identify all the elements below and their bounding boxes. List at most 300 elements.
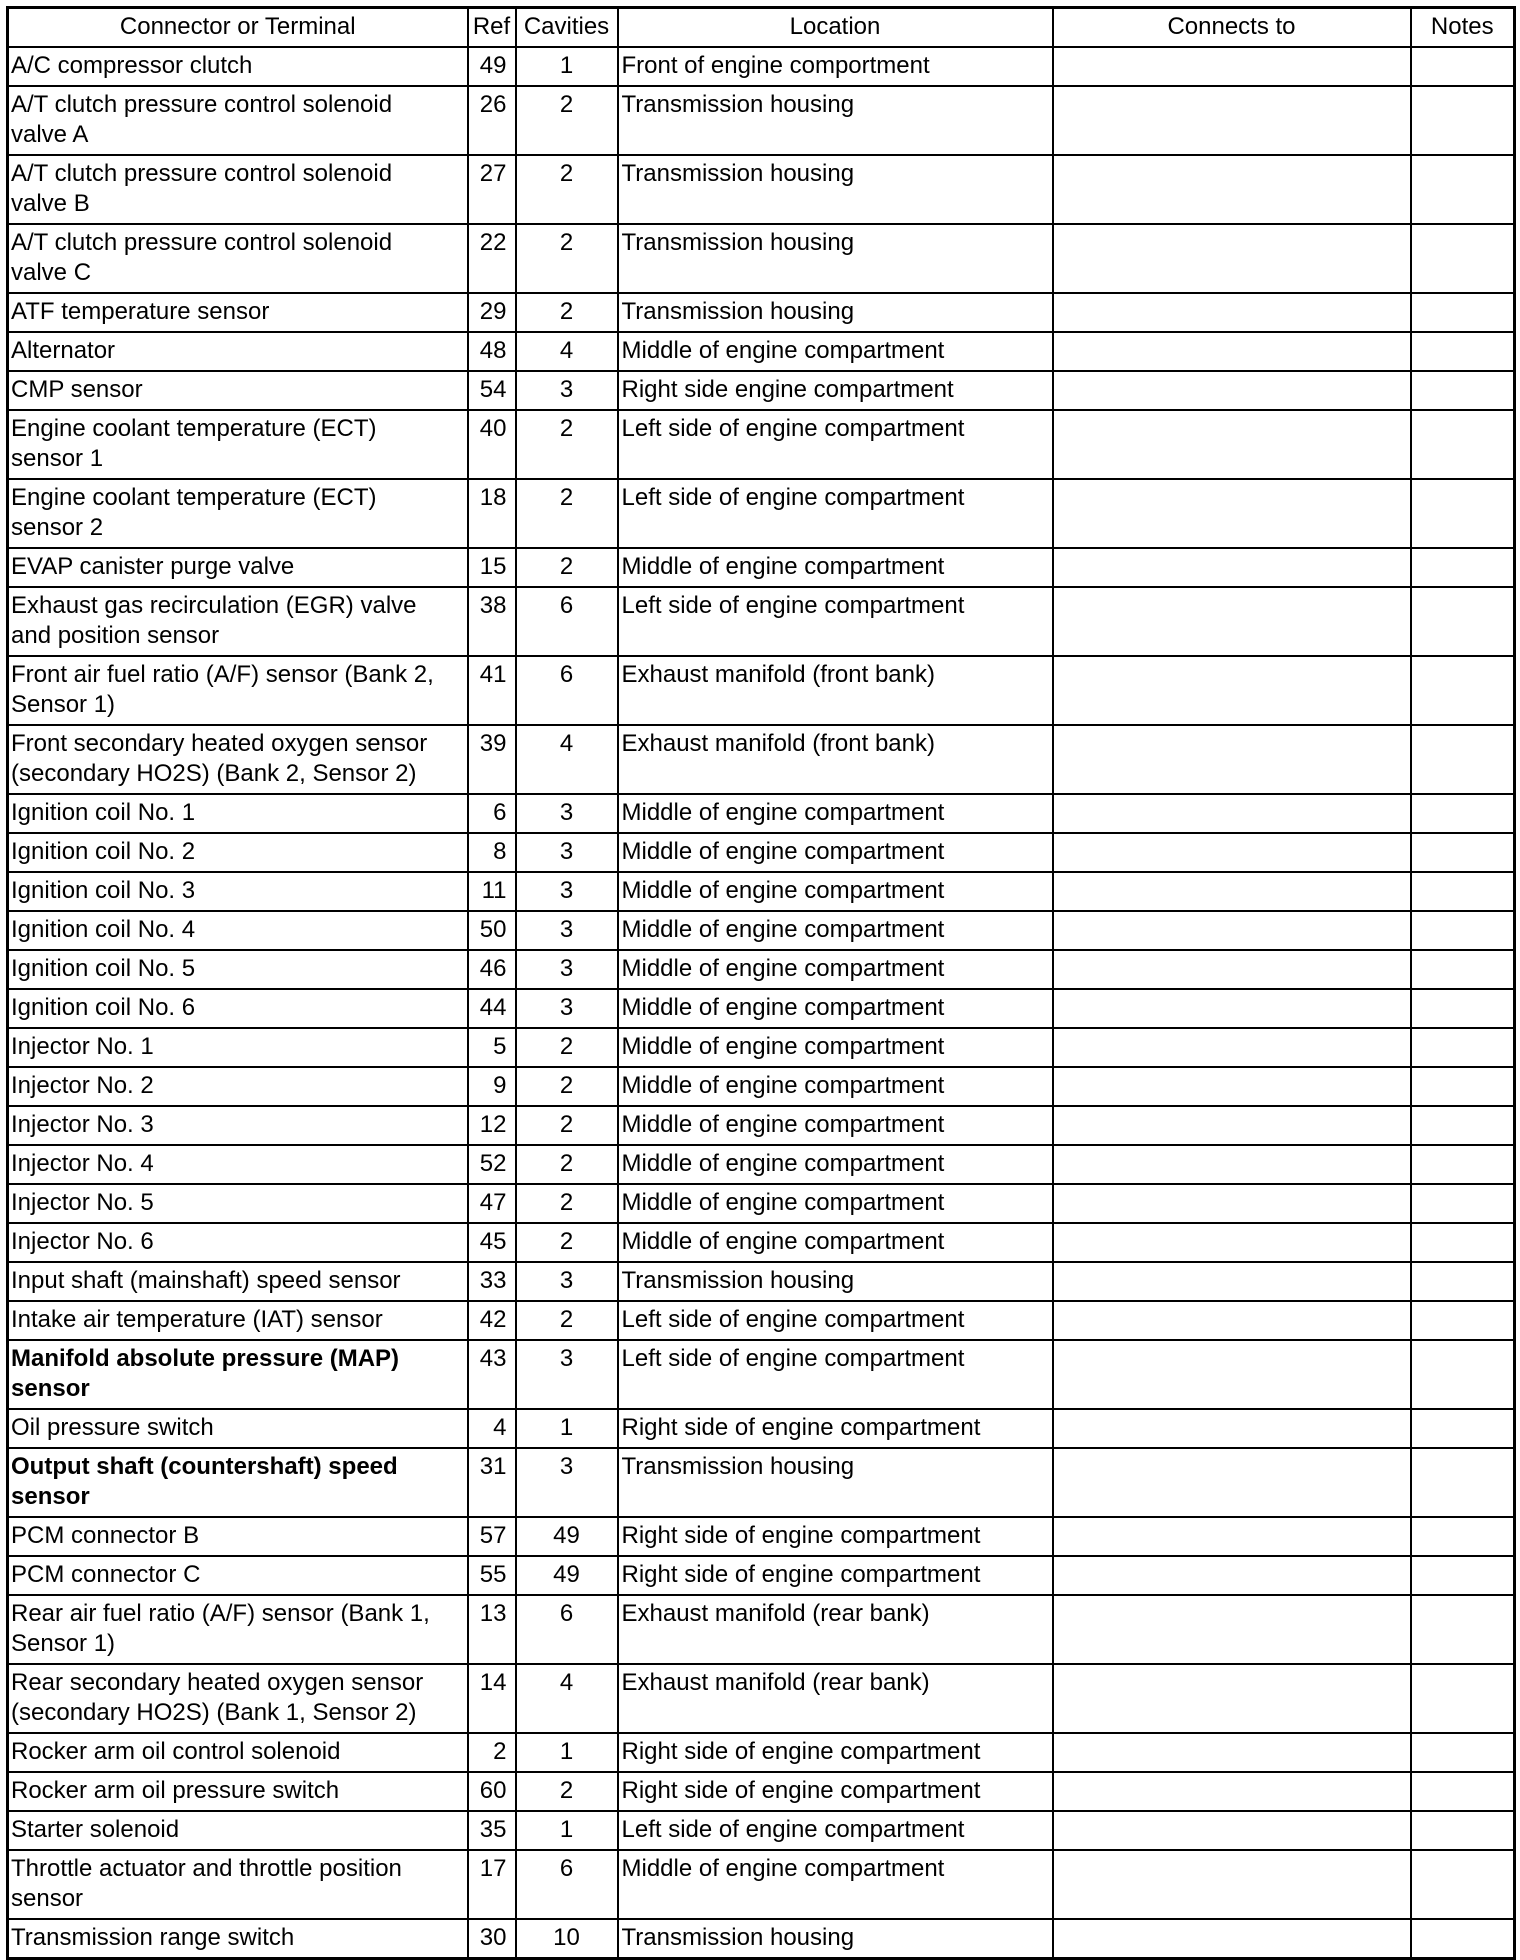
location-cell: Left side of engine compartment	[618, 1301, 1053, 1340]
ref-cell: 55	[468, 1556, 516, 1595]
connector-name-line: sensor	[11, 1483, 90, 1510]
connector-name-line: sensor	[11, 1885, 84, 1912]
connects-to-cell	[1053, 1850, 1411, 1919]
notes-cell	[1411, 410, 1515, 479]
connector-name-line: Ignition coil No. 5	[11, 955, 196, 982]
connector-name-cell	[8, 1184, 468, 1223]
connects-to-cell	[1053, 410, 1411, 479]
connector-name-line: Rear air fuel ratio (A/F) sensor (Bank 1,	[11, 1600, 430, 1627]
location-cell: Middle of engine compartment	[618, 1028, 1053, 1067]
ref-cell: 41	[468, 656, 516, 725]
cavities-cell: 2	[516, 479, 618, 548]
connects-to-cell	[1053, 1028, 1411, 1067]
connector-name-cell	[8, 371, 468, 410]
cavities-cell: 1	[516, 1733, 618, 1772]
notes-cell	[1411, 1595, 1515, 1664]
connects-to-cell	[1053, 47, 1411, 86]
cavities-cell: 2	[516, 86, 618, 155]
ref-cell: 12	[468, 1106, 516, 1145]
cavities-cell: 2	[516, 155, 618, 224]
connects-to-cell	[1053, 1301, 1411, 1340]
ref-cell: 17	[468, 1850, 516, 1919]
connector-name-cell	[8, 587, 468, 656]
connector-name-line: sensor	[11, 1375, 90, 1402]
location-cell: Transmission housing	[618, 1919, 1053, 1959]
connects-to-cell	[1053, 1811, 1411, 1850]
table-row	[8, 1595, 1515, 1664]
connector-name-line: A/T clutch pressure control solenoid	[11, 91, 393, 118]
table-row	[8, 1733, 1515, 1772]
connector-name-line: Input shaft (mainshaft) speed sensor	[11, 1267, 401, 1294]
notes-cell	[1411, 224, 1515, 293]
header-location: Location	[618, 8, 1053, 48]
connector-name-cell	[8, 1919, 468, 1959]
notes-cell	[1411, 989, 1515, 1028]
connector-name-cell	[8, 1448, 468, 1517]
ref-cell: 15	[468, 548, 516, 587]
table-row	[8, 1919, 1515, 1959]
location-cell: Exhaust manifold (rear bank)	[618, 1595, 1053, 1664]
connector-name-line: Injector No. 4	[11, 1150, 154, 1177]
connector-name-line: Injector No. 5	[11, 1189, 154, 1216]
cavities-cell: 2	[516, 293, 618, 332]
table-body	[8, 47, 1515, 1959]
location-cell: Middle of engine compartment	[618, 911, 1053, 950]
cavities-cell: 1	[516, 1409, 618, 1448]
header-notes: Notes	[1411, 8, 1515, 48]
table-row	[8, 1850, 1515, 1919]
cavities-cell: 3	[516, 1448, 618, 1517]
notes-cell	[1411, 1448, 1515, 1517]
connector-name-line: valve B	[11, 190, 90, 217]
connects-to-cell	[1053, 548, 1411, 587]
connector-name-line: valve C	[11, 259, 92, 286]
notes-cell	[1411, 833, 1515, 872]
connects-to-cell	[1053, 224, 1411, 293]
cavities-cell: 3	[516, 950, 618, 989]
connects-to-cell	[1053, 332, 1411, 371]
connects-to-cell	[1053, 155, 1411, 224]
location-cell: Transmission housing	[618, 293, 1053, 332]
connects-to-cell	[1053, 371, 1411, 410]
connector-name-line: Exhaust gas recirculation (EGR) valve	[11, 592, 417, 619]
ref-cell: 30	[468, 1919, 516, 1959]
connects-to-cell	[1053, 1106, 1411, 1145]
ref-cell: 39	[468, 725, 516, 794]
cavities-cell: 2	[516, 1067, 618, 1106]
location-cell: Middle of engine compartment	[618, 794, 1053, 833]
table-row	[8, 1772, 1515, 1811]
ref-cell: 50	[468, 911, 516, 950]
connects-to-cell	[1053, 1772, 1411, 1811]
table-row	[8, 1028, 1515, 1067]
ref-cell: 18	[468, 479, 516, 548]
location-cell: Front of engine comportment	[618, 47, 1053, 86]
ref-cell: 38	[468, 587, 516, 656]
connector-name-cell	[8, 833, 468, 872]
cavities-cell: 4	[516, 332, 618, 371]
connector-name-cell	[8, 1595, 468, 1664]
cavities-cell: 2	[516, 1145, 618, 1184]
cavities-cell: 2	[516, 1028, 618, 1067]
cavities-cell: 2	[516, 1301, 618, 1340]
table-row	[8, 794, 1515, 833]
connector-name-line: Manifold absolute pressure (MAP)	[11, 1345, 400, 1372]
ref-cell: 26	[468, 86, 516, 155]
location-cell: Transmission housing	[618, 224, 1053, 293]
table-row	[8, 725, 1515, 794]
notes-cell	[1411, 656, 1515, 725]
location-cell: Left side of engine compartment	[618, 1811, 1053, 1850]
ref-cell: 2	[468, 1733, 516, 1772]
connects-to-cell	[1053, 1733, 1411, 1772]
location-cell: Right side engine compartment	[618, 371, 1053, 410]
connector-name-cell	[8, 224, 468, 293]
notes-cell	[1411, 1067, 1515, 1106]
connector-name-cell	[8, 1556, 468, 1595]
notes-cell	[1411, 725, 1515, 794]
table-row	[8, 911, 1515, 950]
connects-to-cell	[1053, 1067, 1411, 1106]
notes-cell	[1411, 911, 1515, 950]
connects-to-cell	[1053, 833, 1411, 872]
table-row	[8, 587, 1515, 656]
location-cell: Middle of engine compartment	[618, 1850, 1053, 1919]
connects-to-cell	[1053, 1340, 1411, 1409]
connector-name-line: Ignition coil No. 6	[11, 994, 196, 1021]
ref-cell: 49	[468, 47, 516, 86]
connector-name-line: Starter solenoid	[11, 1816, 180, 1843]
location-cell: Transmission housing	[618, 155, 1053, 224]
ref-cell: 6	[468, 794, 516, 833]
notes-cell	[1411, 1517, 1515, 1556]
connector-name-line: Sensor 1)	[11, 691, 116, 718]
header-connects-to: Connects to	[1053, 8, 1411, 48]
ref-cell: 5	[468, 1028, 516, 1067]
cavities-cell: 49	[516, 1517, 618, 1556]
ref-cell: 40	[468, 410, 516, 479]
cavities-cell: 3	[516, 833, 618, 872]
connects-to-cell	[1053, 872, 1411, 911]
connects-to-cell	[1053, 479, 1411, 548]
table-row	[8, 224, 1515, 293]
connector-name-line: A/T clutch pressure control solenoid	[11, 160, 393, 187]
connector-name-cell	[8, 1028, 468, 1067]
ref-cell: 45	[468, 1223, 516, 1262]
table-row	[8, 1223, 1515, 1262]
connects-to-cell	[1053, 1919, 1411, 1959]
connector-name-cell	[8, 725, 468, 794]
connector-name-line: A/T clutch pressure control solenoid	[11, 229, 393, 256]
connector-name-cell	[8, 1664, 468, 1733]
connects-to-cell	[1053, 1409, 1411, 1448]
connector-name-cell	[8, 911, 468, 950]
connector-name-line: Ignition coil No. 1	[11, 799, 196, 826]
notes-cell	[1411, 1106, 1515, 1145]
location-cell: Middle of engine compartment	[618, 548, 1053, 587]
connector-name-line: Sensor 1)	[11, 1630, 116, 1657]
table-row	[8, 293, 1515, 332]
location-cell: Exhaust manifold (front bank)	[618, 656, 1053, 725]
header-connector: Connector or Terminal	[8, 8, 468, 48]
table-row	[8, 1184, 1515, 1223]
cavities-cell: 3	[516, 989, 618, 1028]
location-cell: Middle of engine compartment	[618, 950, 1053, 989]
notes-cell	[1411, 1145, 1515, 1184]
connector-name-line: Ignition coil No. 2	[11, 838, 196, 865]
ref-cell: 60	[468, 1772, 516, 1811]
cavities-cell: 4	[516, 1664, 618, 1733]
location-cell: Left side of engine compartment	[618, 410, 1053, 479]
ref-cell: 22	[468, 224, 516, 293]
cavities-cell: 2	[516, 1184, 618, 1223]
connector-name-line: and position sensor	[11, 622, 220, 649]
ref-cell: 44	[468, 989, 516, 1028]
cavities-cell: 4	[516, 725, 618, 794]
ref-cell: 47	[468, 1184, 516, 1223]
connector-name-cell	[8, 1301, 468, 1340]
connector-name-line: sensor 2	[11, 514, 104, 541]
notes-cell	[1411, 1184, 1515, 1223]
notes-cell	[1411, 1556, 1515, 1595]
notes-cell	[1411, 155, 1515, 224]
ref-cell: 8	[468, 833, 516, 872]
connector-name-cell	[8, 1067, 468, 1106]
location-cell: Left side of engine compartment	[618, 479, 1053, 548]
connects-to-cell	[1053, 911, 1411, 950]
connector-name-cell	[8, 479, 468, 548]
location-cell: Right side of engine compartment	[618, 1517, 1053, 1556]
connects-to-cell	[1053, 1448, 1411, 1517]
connector-name-line: Engine coolant temperature (ECT)	[11, 415, 377, 442]
connector-name-line: Rear secondary heated oxygen sensor	[11, 1669, 424, 1696]
connector-name-cell	[8, 1409, 468, 1448]
location-cell: Middle of engine compartment	[618, 1145, 1053, 1184]
connector-name-cell	[8, 950, 468, 989]
connector-name-cell	[8, 155, 468, 224]
table-row	[8, 548, 1515, 587]
connector-name-cell	[8, 1733, 468, 1772]
notes-cell	[1411, 872, 1515, 911]
table-row	[8, 1664, 1515, 1733]
table-row	[8, 332, 1515, 371]
connector-name-line: Output shaft (countershaft) speed	[11, 1453, 398, 1480]
ref-cell: 27	[468, 155, 516, 224]
ref-cell: 11	[468, 872, 516, 911]
connector-name-cell	[8, 872, 468, 911]
connector-name-cell	[8, 1106, 468, 1145]
connector-name-cell	[8, 332, 468, 371]
location-cell: Exhaust manifold (rear bank)	[618, 1664, 1053, 1733]
connector-table	[6, 6, 1516, 1960]
notes-cell	[1411, 1223, 1515, 1262]
header-row	[8, 8, 1515, 48]
connector-name-cell	[8, 1811, 468, 1850]
ref-cell: 42	[468, 1301, 516, 1340]
table-row	[8, 1811, 1515, 1850]
connects-to-cell	[1053, 656, 1411, 725]
ref-cell: 33	[468, 1262, 516, 1301]
connects-to-cell	[1053, 1184, 1411, 1223]
location-cell: Middle of engine compartment	[618, 1067, 1053, 1106]
notes-cell	[1411, 1664, 1515, 1733]
connects-to-cell	[1053, 86, 1411, 155]
table-row	[8, 1262, 1515, 1301]
connector-name-line: Transmission range switch	[11, 1924, 295, 1951]
notes-cell	[1411, 1301, 1515, 1340]
notes-cell	[1411, 548, 1515, 587]
location-cell: Middle of engine compartment	[618, 872, 1053, 911]
cavities-cell: 49	[516, 1556, 618, 1595]
notes-cell	[1411, 1850, 1515, 1919]
ref-cell: 4	[468, 1409, 516, 1448]
connects-to-cell	[1053, 1595, 1411, 1664]
connector-name-cell	[8, 548, 468, 587]
connects-to-cell	[1053, 1262, 1411, 1301]
connector-name-line: Ignition coil No. 4	[11, 916, 196, 943]
table-row	[8, 1067, 1515, 1106]
cavities-cell: 2	[516, 1223, 618, 1262]
table-row	[8, 479, 1515, 548]
connector-name-cell	[8, 410, 468, 479]
connects-to-cell	[1053, 1664, 1411, 1733]
location-cell: Middle of engine compartment	[618, 1223, 1053, 1262]
connector-name-line: ATF temperature sensor	[11, 298, 270, 325]
connector-name-cell	[8, 1772, 468, 1811]
connector-name-cell	[8, 1517, 468, 1556]
ref-cell: 54	[468, 371, 516, 410]
connector-name-cell	[8, 1145, 468, 1184]
cavities-cell: 6	[516, 656, 618, 725]
notes-cell	[1411, 950, 1515, 989]
notes-cell	[1411, 1919, 1515, 1959]
location-cell: Right side of engine compartment	[618, 1556, 1053, 1595]
connector-name-line: CMP sensor	[11, 376, 143, 403]
connector-name-cell	[8, 656, 468, 725]
notes-cell	[1411, 1811, 1515, 1850]
connector-name-cell	[8, 794, 468, 833]
connector-name-cell	[8, 1850, 468, 1919]
connects-to-cell	[1053, 1517, 1411, 1556]
table-row	[8, 872, 1515, 911]
location-cell: Middle of engine compartment	[618, 989, 1053, 1028]
connector-name-line: PCM connector C	[11, 1561, 201, 1588]
cavities-cell: 2	[516, 1772, 618, 1811]
location-cell: Transmission housing	[618, 86, 1053, 155]
connector-name-line: Front air fuel ratio (A/F) sensor (Bank 2,	[11, 661, 434, 688]
ref-cell: 14	[468, 1664, 516, 1733]
cavities-cell: 3	[516, 1262, 618, 1301]
ref-cell: 29	[468, 293, 516, 332]
cavities-cell: 3	[516, 872, 618, 911]
connector-name-line: Injector No. 1	[11, 1033, 154, 1060]
ref-cell: 57	[468, 1517, 516, 1556]
connects-to-cell	[1053, 794, 1411, 833]
connector-name-line: Alternator	[11, 337, 116, 364]
connector-name-cell	[8, 1223, 468, 1262]
notes-cell	[1411, 332, 1515, 371]
cavities-cell: 3	[516, 911, 618, 950]
notes-cell	[1411, 1028, 1515, 1067]
location-cell: Right side of engine compartment	[618, 1409, 1053, 1448]
connector-name-line: Throttle actuator and throttle position	[11, 1855, 402, 1882]
connector-name-cell	[8, 989, 468, 1028]
table-row	[8, 1409, 1515, 1448]
notes-cell	[1411, 86, 1515, 155]
notes-cell	[1411, 1772, 1515, 1811]
location-cell: Right side of engine compartment	[618, 1772, 1053, 1811]
table-row	[8, 86, 1515, 155]
notes-cell	[1411, 479, 1515, 548]
notes-cell	[1411, 293, 1515, 332]
connector-name-cell	[8, 1340, 468, 1409]
ref-cell: 48	[468, 332, 516, 371]
notes-cell	[1411, 587, 1515, 656]
table-row	[8, 410, 1515, 479]
cavities-cell: 3	[516, 1340, 618, 1409]
location-cell: Transmission housing	[618, 1448, 1053, 1517]
connector-name-line: Injector No. 3	[11, 1111, 154, 1138]
location-cell: Middle of engine compartment	[618, 1106, 1053, 1145]
connector-name-line: Intake air temperature (IAT) sensor	[11, 1306, 383, 1333]
connector-name-line: Oil pressure switch	[11, 1414, 214, 1441]
ref-cell: 52	[468, 1145, 516, 1184]
notes-cell	[1411, 1340, 1515, 1409]
connects-to-cell	[1053, 950, 1411, 989]
table-row	[8, 47, 1515, 86]
connector-name-line: EVAP canister purge valve	[11, 553, 295, 580]
notes-cell	[1411, 47, 1515, 86]
table-row	[8, 1145, 1515, 1184]
table-row	[8, 833, 1515, 872]
ref-cell: 35	[468, 1811, 516, 1850]
connector-name-line: A/C compressor clutch	[11, 52, 253, 79]
connector-name-line: Ignition coil No. 3	[11, 877, 196, 904]
cavities-cell: 2	[516, 548, 618, 587]
notes-cell	[1411, 1262, 1515, 1301]
cavities-cell: 2	[516, 224, 618, 293]
connector-name-line: Engine coolant temperature (ECT)	[11, 484, 377, 511]
connects-to-cell	[1053, 293, 1411, 332]
connector-name-line: valve A	[11, 121, 89, 148]
connects-to-cell	[1053, 989, 1411, 1028]
connector-name-line: sensor 1	[11, 445, 104, 472]
table-row	[8, 155, 1515, 224]
ref-cell: 46	[468, 950, 516, 989]
ref-cell: 13	[468, 1595, 516, 1664]
table-row	[8, 371, 1515, 410]
connector-name-line: Rocker arm oil control solenoid	[11, 1738, 341, 1765]
cavities-cell: 6	[516, 1850, 618, 1919]
connector-name-line: (secondary HO2S) (Bank 1, Sensor 2)	[11, 1699, 417, 1726]
table-row	[8, 1517, 1515, 1556]
header-ref: Ref	[468, 8, 516, 48]
connector-name-cell	[8, 86, 468, 155]
cavities-cell: 1	[516, 1811, 618, 1850]
location-cell: Middle of engine compartment	[618, 833, 1053, 872]
ref-cell: 31	[468, 1448, 516, 1517]
ref-cell: 43	[468, 1340, 516, 1409]
cavities-cell: 2	[516, 410, 618, 479]
notes-cell	[1411, 794, 1515, 833]
connects-to-cell	[1053, 1556, 1411, 1595]
connector-name-line: (secondary HO2S) (Bank 2, Sensor 2)	[11, 760, 417, 787]
table-row	[8, 989, 1515, 1028]
location-cell: Middle of engine compartment	[618, 1184, 1053, 1223]
table-row	[8, 1340, 1515, 1409]
header-cavities: Cavities	[516, 8, 618, 48]
cavities-cell: 1	[516, 47, 618, 86]
